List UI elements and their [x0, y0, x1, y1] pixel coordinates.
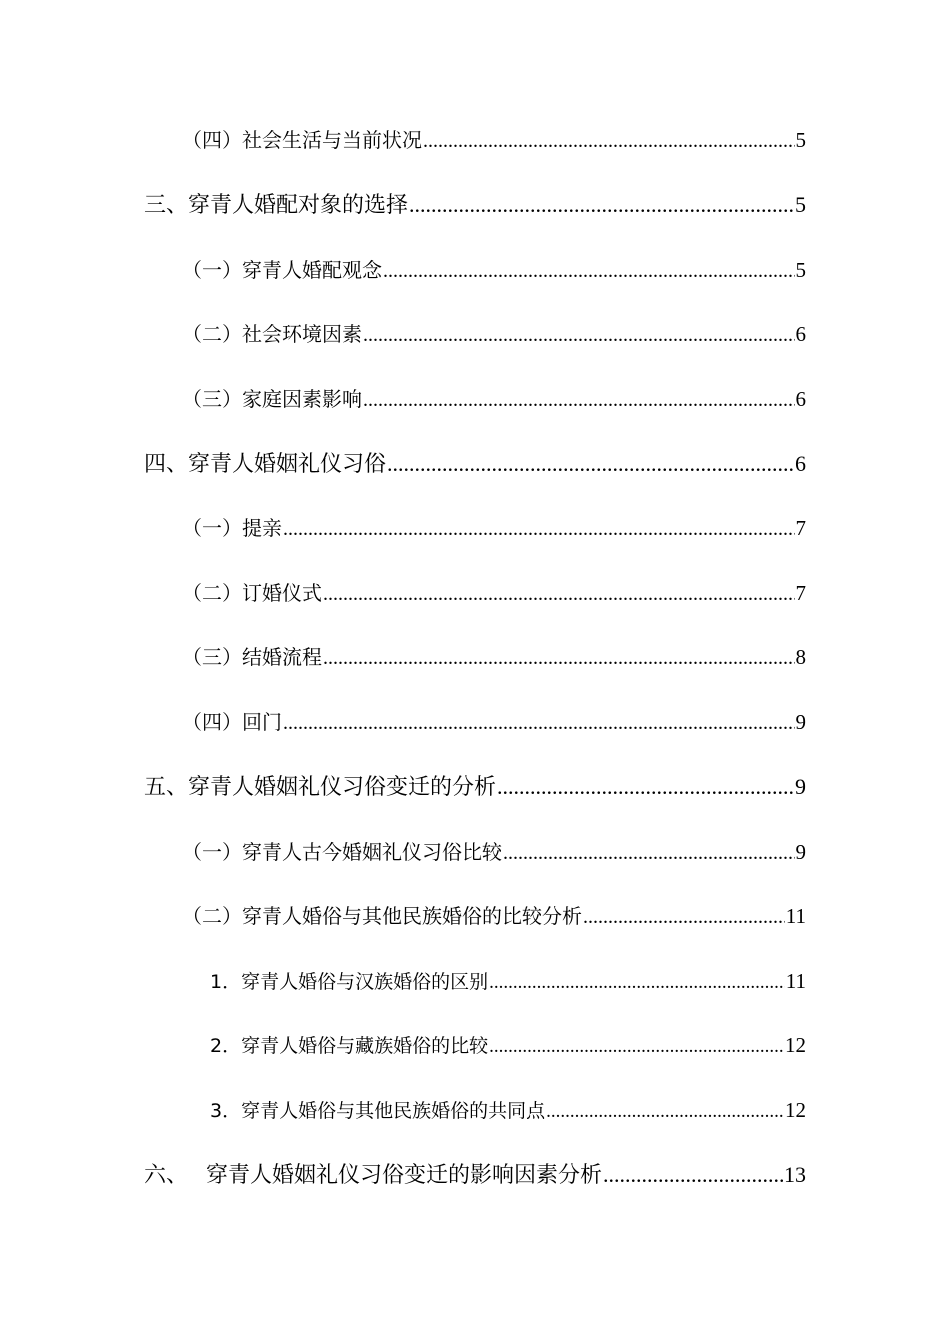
toc-entry-title: （一）穿青人古今婚姻礼仪习俗比较	[182, 840, 502, 864]
dot-leader	[383, 256, 795, 286]
toc-page-number: 13	[784, 1162, 806, 1187]
dot-leader	[497, 772, 794, 802]
toc-entry[interactable]	[210, 1095, 806, 1125]
dot-leader	[489, 1032, 784, 1062]
toc-entry-number: 六、	[144, 1163, 189, 1188]
dot-leader	[363, 385, 795, 415]
dot-leader	[503, 838, 795, 868]
dot-leader	[363, 320, 795, 350]
dot-leader	[409, 190, 794, 220]
toc-page-number: 11	[785, 969, 806, 993]
toc-entry-title: （二）订婚仪式	[182, 581, 322, 605]
toc-entry[interactable]	[144, 190, 806, 220]
toc-entry[interactable]	[144, 1160, 806, 1190]
dot-leader	[387, 449, 794, 479]
toc-entry[interactable]	[182, 125, 806, 155]
toc-entry[interactable]	[182, 901, 806, 931]
dot-leader	[283, 514, 795, 544]
toc-entry[interactable]	[182, 513, 806, 543]
toc-page-number: 5	[795, 192, 806, 217]
toc-entry[interactable]	[210, 966, 806, 996]
toc-entry-title: （二）穿青人婚俗与其他民族婚俗的比较分析	[182, 904, 582, 928]
toc-page-number: 12	[785, 1098, 806, 1122]
toc-entry-title: （四）社会生活与当前状况	[182, 128, 422, 152]
toc-page-number: 5	[795, 128, 806, 152]
toc-entry[interactable]	[182, 384, 806, 414]
toc-entry-title: （三）结婚流程	[182, 645, 322, 669]
toc-entry[interactable]	[182, 578, 806, 608]
toc-entry[interactable]	[182, 255, 806, 285]
toc-entry[interactable]	[182, 837, 806, 867]
toc-page-number: 6	[795, 322, 806, 346]
toc-page-number: 9	[795, 774, 806, 799]
toc-entry[interactable]	[144, 449, 806, 479]
dot-leader	[323, 643, 795, 673]
toc-page-number: 6	[795, 451, 806, 476]
toc-page-number: 9	[795, 840, 806, 864]
toc-entry-title: 四、穿青人婚姻礼仪习俗	[144, 452, 387, 477]
toc-entry[interactable]	[182, 319, 806, 349]
toc-entry-title: 五、穿青人婚姻礼仪习俗变迁的分析	[144, 775, 497, 800]
toc-entry[interactable]	[182, 707, 806, 737]
toc-entry-title: （三）家庭因素影响	[182, 387, 362, 411]
toc-entry-title: 三、穿青人婚配对象的选择	[144, 193, 409, 218]
toc-entry-title: （一）穿青人婚配观念	[182, 258, 382, 282]
toc-page-number: 7	[795, 581, 806, 605]
toc-entry-title: 2．穿青人婚俗与藏族婚俗的比较	[210, 1035, 489, 1057]
toc-entry-title-group	[144, 1161, 602, 1191]
toc-page-number: 7	[795, 516, 806, 540]
toc-entry-title: （二）社会环境因素	[182, 322, 362, 346]
toc-entry[interactable]	[144, 772, 806, 802]
toc-page-number: 6	[795, 387, 806, 411]
dot-leader	[489, 968, 785, 998]
toc-entry-title: 3．穿青人婚俗与其他民族婚俗的共同点	[210, 1100, 546, 1122]
toc-page-number: 8	[795, 645, 806, 669]
toc-entry-title: （一）提亲	[182, 516, 282, 540]
toc-entry-title: （四）回门	[182, 710, 282, 734]
toc-page-number: 12	[785, 1033, 806, 1057]
toc-page-number: 9	[795, 710, 806, 734]
dot-leader	[423, 126, 795, 156]
toc-entry[interactable]	[182, 642, 806, 672]
dot-leader	[583, 902, 785, 932]
dot-leader	[603, 1160, 783, 1190]
toc-entry[interactable]	[210, 1030, 806, 1060]
toc-entry-title: 穿青人婚姻礼仪习俗变迁的影响因素分析	[206, 1163, 603, 1188]
toc-page-number: 5	[795, 258, 806, 282]
toc-page-number: 11	[785, 904, 806, 928]
dot-leader	[283, 708, 795, 738]
toc-entry-title: 1．穿青人婚俗与汉族婚俗的区别	[210, 971, 489, 993]
dot-leader	[546, 1097, 784, 1127]
dot-leader	[323, 579, 795, 609]
